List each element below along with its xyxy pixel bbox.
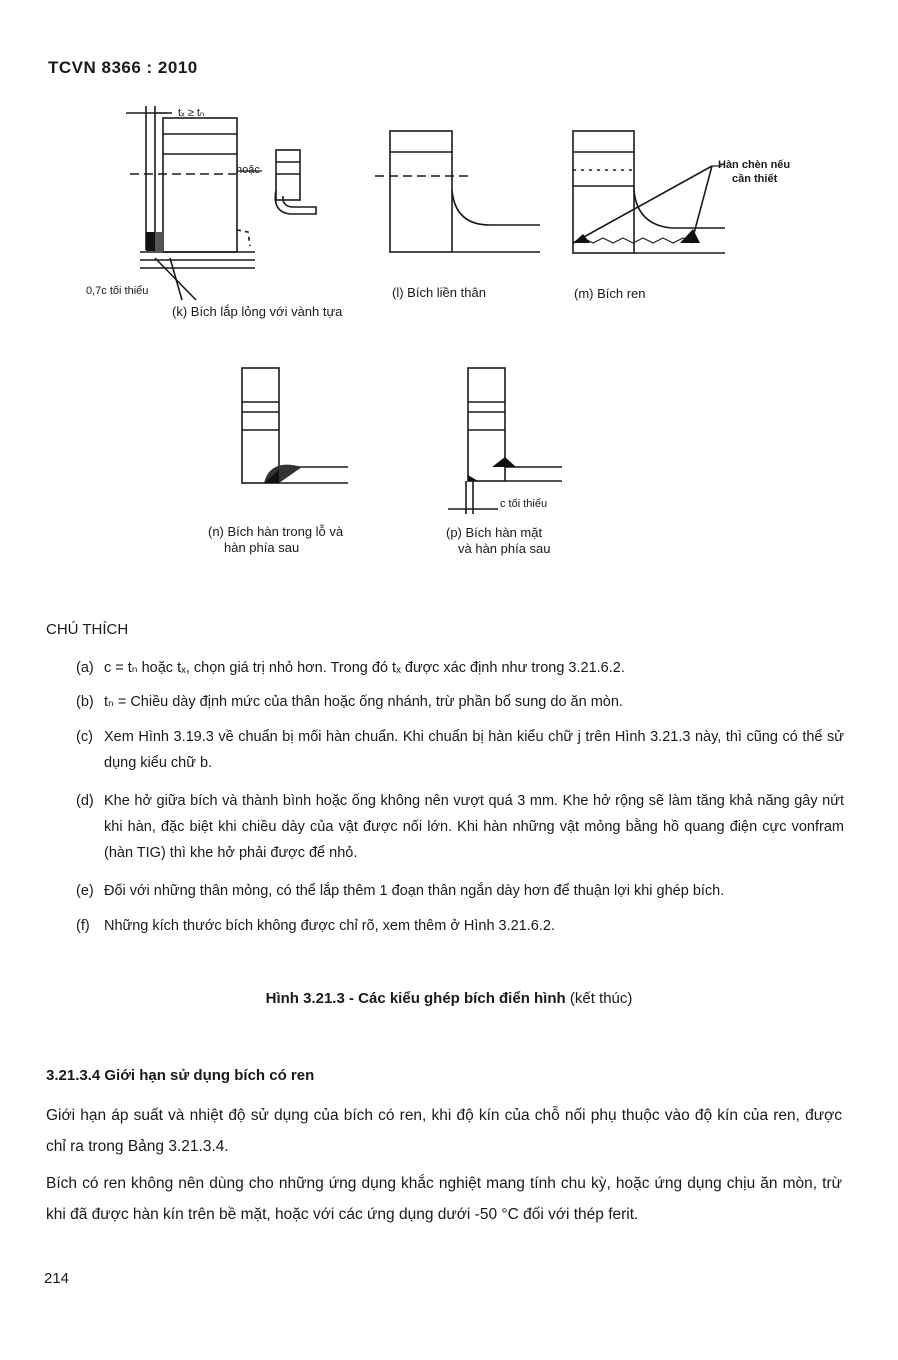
note-item xyxy=(76,788,844,866)
label-tx-tn: tₓ ≥ tₙ xyxy=(178,107,205,119)
label-c-min: c tối thiểu xyxy=(500,498,548,510)
page-number: 214 xyxy=(44,1270,70,1287)
note-item xyxy=(76,655,844,681)
caption-k: (k) Bích lắp lỏng với vành tựa xyxy=(172,304,343,319)
label-weld-if-needed-2: cần thiết xyxy=(732,173,778,185)
caption-p-line2: và hàn phía sau xyxy=(458,541,551,556)
note-text: Những kích thước bích không được chỉ rõ, xem thêm ở Hình 3.21.6.2. xyxy=(104,918,555,934)
note-text: c = tₙ hoặc tₓ, chọn giá trị nhỏ hơn. Trong đó tₓ được xác định như trong 3.21.6.2. xyxy=(104,660,625,676)
notes-title: CHÚ THÍCH xyxy=(46,621,129,638)
caption-n-line1: (n) Bích hàn trong lỗ và xyxy=(208,524,344,539)
caption-n-line2: hàn phía sau xyxy=(224,540,300,555)
drawing-l xyxy=(375,131,540,252)
note-tag: (d) xyxy=(76,793,94,809)
label-weld-if-needed-1: Hàn chèn nếu xyxy=(718,159,791,171)
drawing-k xyxy=(126,106,316,300)
label-07c-min: 0,7c tối thiểu xyxy=(86,285,149,297)
note-item xyxy=(76,913,844,939)
note-item xyxy=(76,878,844,904)
note-text: Đối với những thân mỏng, có thể lắp thêm 1 đoạn thân ngắn dày hơn để thuận lợi khi ghép bích. xyxy=(104,883,725,899)
note-tag: (b) xyxy=(76,694,94,710)
note-item xyxy=(76,724,844,776)
section-heading: 3.21.3.4 Giới hạn sử dụng bích có ren xyxy=(46,1067,315,1084)
figure-caption xyxy=(0,990,898,1007)
figure-caption-bold: Hình 3.21.3 - Các kiểu ghép bích điển hình xyxy=(265,990,566,1007)
drawing-p xyxy=(448,368,562,514)
note-text: Khe hở giữa bích và thành bình hoặc ống không nên vượt quá 3 mm. Khe hở rộng sẽ làm tăng khả năng gây nứt khi hàn, đặc biệt khi chiều dày của vật được nối lớn. Khi hàn những vật mỏng bằng hồ quang điện cực vonfram (hàn TIG) thì khe hở phải được để nhỏ. xyxy=(104,793,844,861)
caption-m: (m) Bích ren xyxy=(574,286,646,301)
note-text: tₙ = Chiều dày định mức của thân hoặc ống nhánh, trừ phần bổ sung do ăn mòn. xyxy=(104,694,623,710)
caption-p-line1: (p) Bích hàn mặt xyxy=(446,525,543,540)
note-tag: (c) xyxy=(76,729,93,745)
document-header: TCVN 8366 : 2010 xyxy=(48,58,198,77)
drawing-m xyxy=(573,131,725,253)
label-or: hoặc xyxy=(236,164,260,176)
caption-l: (l) Bích liền thân xyxy=(392,285,486,300)
section-paragraph: Bích có ren không nên dùng cho những ứng dụng khắc nghiệt mang tính chu kỳ, hoặc ứng dụng chịu ăn mòn, trừ khi đã được hàn kín trên bề mặt, hoặc với các ứng dụng dưới -50 °C đối với thép ferit. xyxy=(46,1175,842,1223)
note-item xyxy=(76,689,844,715)
note-tag: (e) xyxy=(76,883,94,899)
note-tag: (a) xyxy=(76,660,94,676)
note-tag: (f) xyxy=(76,918,90,934)
section-paragraph: Giới hạn áp suất và nhiệt độ sử dụng của bích có ren, khi độ kín của chỗ nối phụ thuộc vào độ kín của ren, được chỉ ra trong Bảng 3.21.3.4. xyxy=(46,1107,842,1155)
note-text: Xem Hình 3.19.3 về chuẩn bị mối hàn chuẩn. Khi chuẩn bị hàn kiểu chữ j trên Hình 3.21.3 này, thì cũng có thể sử dụng kiểu chữ b. xyxy=(104,729,844,771)
figure-caption-rest: (kết thúc) xyxy=(565,990,633,1007)
